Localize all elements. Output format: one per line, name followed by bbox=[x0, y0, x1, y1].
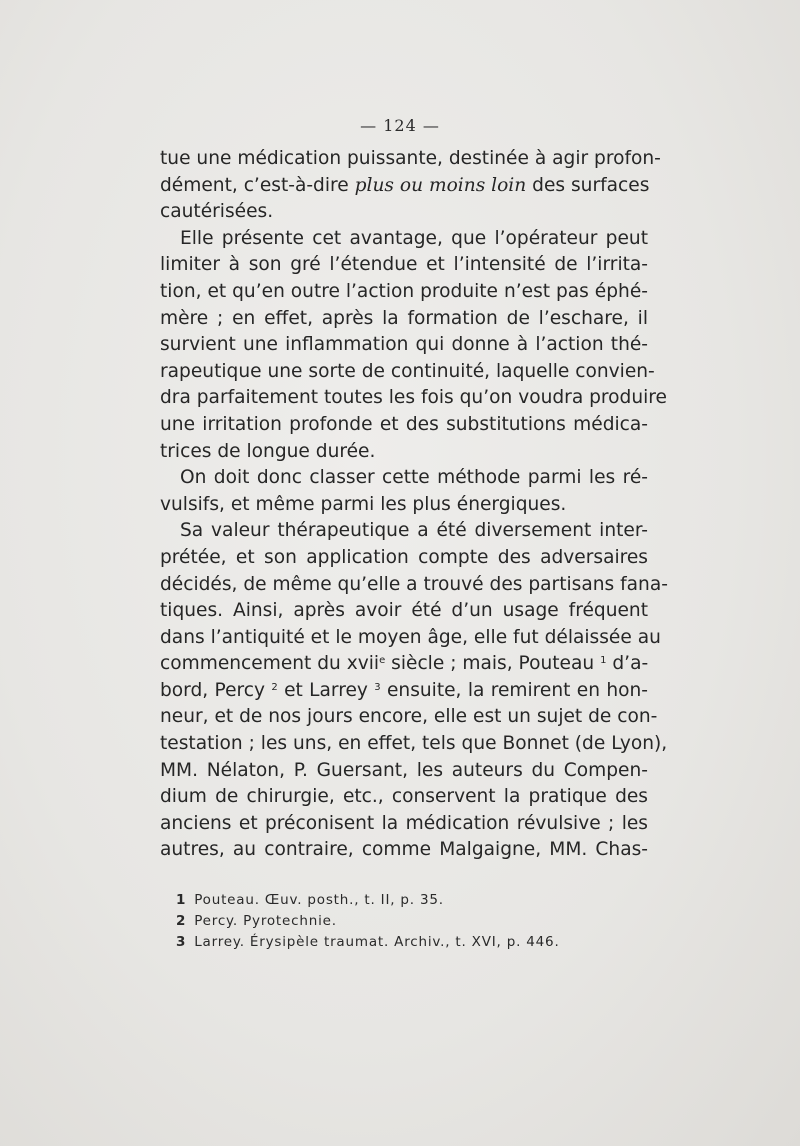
text-line: Elle présente cet avantage, que l’opérateur peut bbox=[180, 227, 648, 249]
footnote-text: Pouteau. Œuv. posth., t. II, p. 35. bbox=[194, 892, 444, 908]
footnotes bbox=[176, 890, 560, 953]
footnote-text: Larrey. Érysipèle traumat. Archiv., t. XVI, p. 446. bbox=[194, 934, 560, 950]
text-line: commencement du xvii$^e$ siècle ; mais, Pouteau $^1$ d’a- bbox=[160, 653, 649, 675]
footnote bbox=[176, 911, 560, 932]
footnote-number: 3 bbox=[176, 934, 187, 950]
body-text bbox=[160, 146, 668, 864]
page-number: — 124 — bbox=[360, 116, 440, 135]
text-line: neur, et de nos jours encore, elle est un sujet de con- bbox=[160, 706, 658, 728]
text-line: cautérisées. bbox=[160, 201, 274, 223]
text-line: dans l’antiquité et le moyen âge, elle fut délaissée au bbox=[160, 626, 661, 648]
text-line: prétée, et son application compte des adversaires bbox=[160, 546, 648, 568]
footnote-ref: 3 bbox=[374, 681, 381, 693]
text-line: anciens et préconisent la médication révulsive ; les bbox=[160, 812, 648, 834]
text-line: survient une inflammation qui donne à l’action thé- bbox=[160, 334, 648, 356]
footnote-text: Percy. Pyrotechnie. bbox=[194, 913, 337, 929]
text-line: tion, et qu’en outre l’action produite n’est pas éphé- bbox=[160, 280, 648, 302]
superscript: e bbox=[379, 655, 386, 667]
text-line: tue une médication puissante, destinée à agir profon- bbox=[160, 148, 661, 169]
footnote-number: 2 bbox=[176, 913, 187, 929]
footnote bbox=[176, 890, 560, 911]
text-line: autres, au contraire, comme Malgaigne, MM. Chas- bbox=[160, 839, 648, 861]
text-line: rapeutique une sorte de continuité, laquelle convien- bbox=[160, 360, 655, 382]
text-line: mère ; en effet, après la formation de l’eschare, il bbox=[160, 307, 648, 329]
text-line: dium de chirurgie, etc., conservent la pratique des bbox=[160, 786, 648, 808]
text-line: dément, c’est-à-dire plus ou moins loin des surfaces bbox=[160, 174, 650, 196]
text-line: testation ; les uns, en effet, tels que Bonnet (de Lyon), bbox=[160, 733, 668, 755]
text-line: tiques. Ainsi, après avoir été d’un usage fréquent bbox=[160, 600, 648, 622]
text-line: limiter à son gré l’étendue et l’intensité de l’irrita- bbox=[160, 254, 648, 276]
footnote-ref: 1 bbox=[600, 655, 607, 667]
text-line: On doit donc classer cette méthode parmi les ré- bbox=[180, 467, 648, 489]
text-line: bord, Percy $^2$ et Larrey $^3$ ensuite, la remirent en hon- bbox=[160, 679, 648, 701]
text-line: Sa valeur thérapeutique a été diversement inter- bbox=[180, 520, 648, 542]
text-line: vulsifs, et même parmi les plus énergiques. bbox=[160, 493, 567, 515]
text-line: MM. Nélaton, P. Guersant, les auteurs du Compen- bbox=[160, 759, 648, 781]
text-line: décidés, de même qu’elle a trouvé des partisans fana- bbox=[160, 573, 668, 595]
text-line: dra parfaitement toutes les fois qu’on voudra produire bbox=[160, 387, 667, 409]
italic-phrase: plus ou moins loin bbox=[354, 174, 527, 196]
text-line: trices de longue durée. bbox=[160, 440, 376, 462]
footnote bbox=[176, 932, 560, 953]
footnote-number: 1 bbox=[176, 892, 187, 908]
text-line: une irritation profonde et des substitutions médica- bbox=[160, 413, 648, 435]
footnote-ref: 2 bbox=[271, 681, 278, 693]
